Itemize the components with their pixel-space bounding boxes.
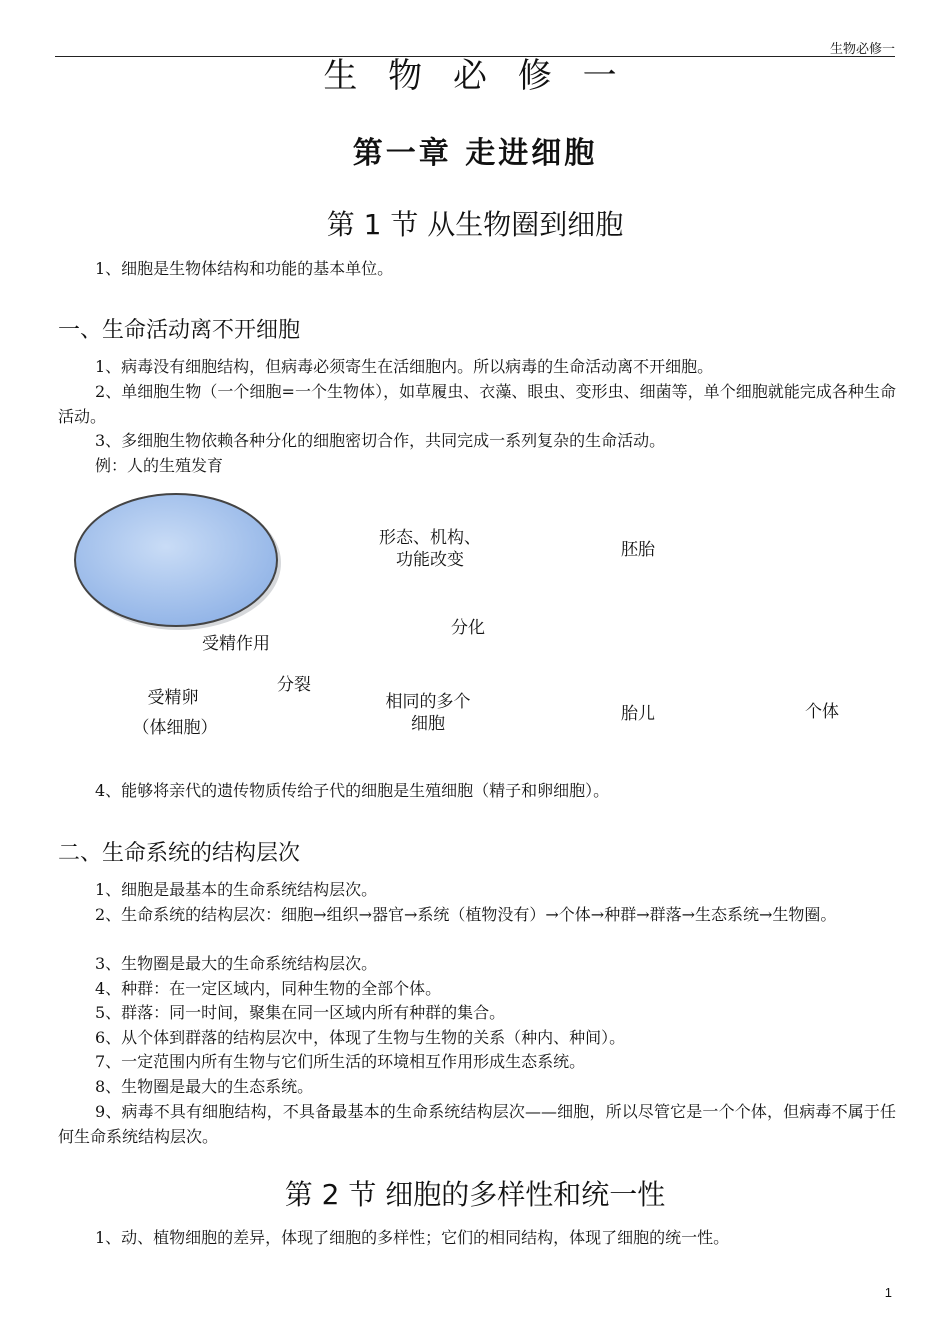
section-2-title: 第 2 节 细胞的多样性和统一性 bbox=[284, 1178, 666, 1211]
label-division: 分裂 bbox=[277, 675, 311, 695]
page-number: 1 bbox=[884, 1285, 892, 1300]
part-2-item: 6、从个体到群落的结构层次中，体现了生物与生物的关系（种内、种间）。 bbox=[95, 1028, 626, 1047]
label-differentiation: 分化 bbox=[451, 618, 485, 638]
part-2-item: 9、病毒不具有细胞结构，不具备最基本的生命系统结构层次——细胞，所以尽管它是一个个体，但病毒不属于任何生命系统结构层次。 bbox=[58, 1102, 896, 1146]
label-shape-change bbox=[360, 527, 500, 571]
part-2-item: 1、细胞是最基本的生命系统结构层次。 bbox=[95, 880, 378, 899]
part-2-item: 5、群落：同一时间，聚集在同一区域内所有种群的集合。 bbox=[95, 1003, 506, 1022]
part-2-item: 8、生物圈是最大的生态系统。 bbox=[95, 1077, 314, 1096]
label-zygote: 受精卵 bbox=[147, 688, 199, 708]
running-header: 生物必修一 bbox=[829, 42, 895, 57]
label-somatic-cell: （体细胞） bbox=[132, 718, 218, 738]
label-shape-change-line-1: 形态、机构、 bbox=[379, 528, 481, 548]
label-individual: 个体 bbox=[805, 702, 839, 722]
part-1-paragraph-1: 1、病毒没有细胞结构，但病毒必须寄生在活细胞内。所以病毒的生命活动离不开细胞。 bbox=[95, 357, 714, 376]
label-shape-change-line-2: 功能改变 bbox=[396, 550, 464, 570]
part-2-item: 2、生命系统的结构层次：细胞→组织→器官→系统（植物没有）→个体→种群→群落→生态系统→生物圈。 bbox=[95, 905, 837, 924]
part-2-item: 7、一定范围内所有生物与它们所生活的环境相互作用形成生态系统。 bbox=[95, 1052, 586, 1071]
part-2-item: 3、生物圈是最大的生命系统结构层次。 bbox=[95, 954, 378, 973]
section-1-intro: 1、细胞是生物体结构和功能的基本单位。 bbox=[95, 259, 394, 278]
part-1-paragraph-2: 2、单细胞生物（一个细胞=一个生物体），如草履虫、衣藻、眼虫、变形虫、细菌等，单个细胞就能完成各种生命活动。 bbox=[58, 382, 896, 426]
section-1-title: 第 1 节 从生物圈到细胞 bbox=[326, 208, 624, 241]
part-1-heading: 一、生命活动离不开细胞 bbox=[58, 318, 301, 343]
section-2-paragraph-1: 1、动、植物细胞的差异，体现了细胞的多样性；它们的相同结构，体现了细胞的统一性。 bbox=[95, 1228, 730, 1247]
part-2-item: 4、种群：在一定区域内，同种生物的全部个体。 bbox=[95, 979, 442, 998]
label-same-cells-line-2: 细胞 bbox=[411, 714, 445, 734]
part-1-example: 例：人的生殖发育 bbox=[95, 456, 224, 475]
cell-ellipse-shape bbox=[60, 490, 320, 640]
part-2-heading: 二、生命系统的结构层次 bbox=[58, 841, 301, 866]
label-same-cells-line-1: 相同的多个 bbox=[385, 692, 471, 712]
label-embryo: 胚胎 bbox=[621, 540, 655, 560]
document-title: 生 物 必 修 一 bbox=[323, 56, 627, 96]
part-1-paragraph-4: 4、能够将亲代的遗传物质传给子代的细胞是生殖细胞（精子和卵细胞）。 bbox=[95, 781, 610, 800]
label-same-cells bbox=[358, 691, 498, 735]
label-fetus: 胎儿 bbox=[621, 704, 655, 724]
chapter-title: 第一章 走进细胞 bbox=[352, 136, 598, 171]
part-1-paragraph-3: 3、多细胞生物依赖各种分化的细胞密切合作，共同完成一系列复杂的生命活动。 bbox=[95, 431, 666, 450]
label-fertilization: 受精作用 bbox=[202, 634, 270, 654]
